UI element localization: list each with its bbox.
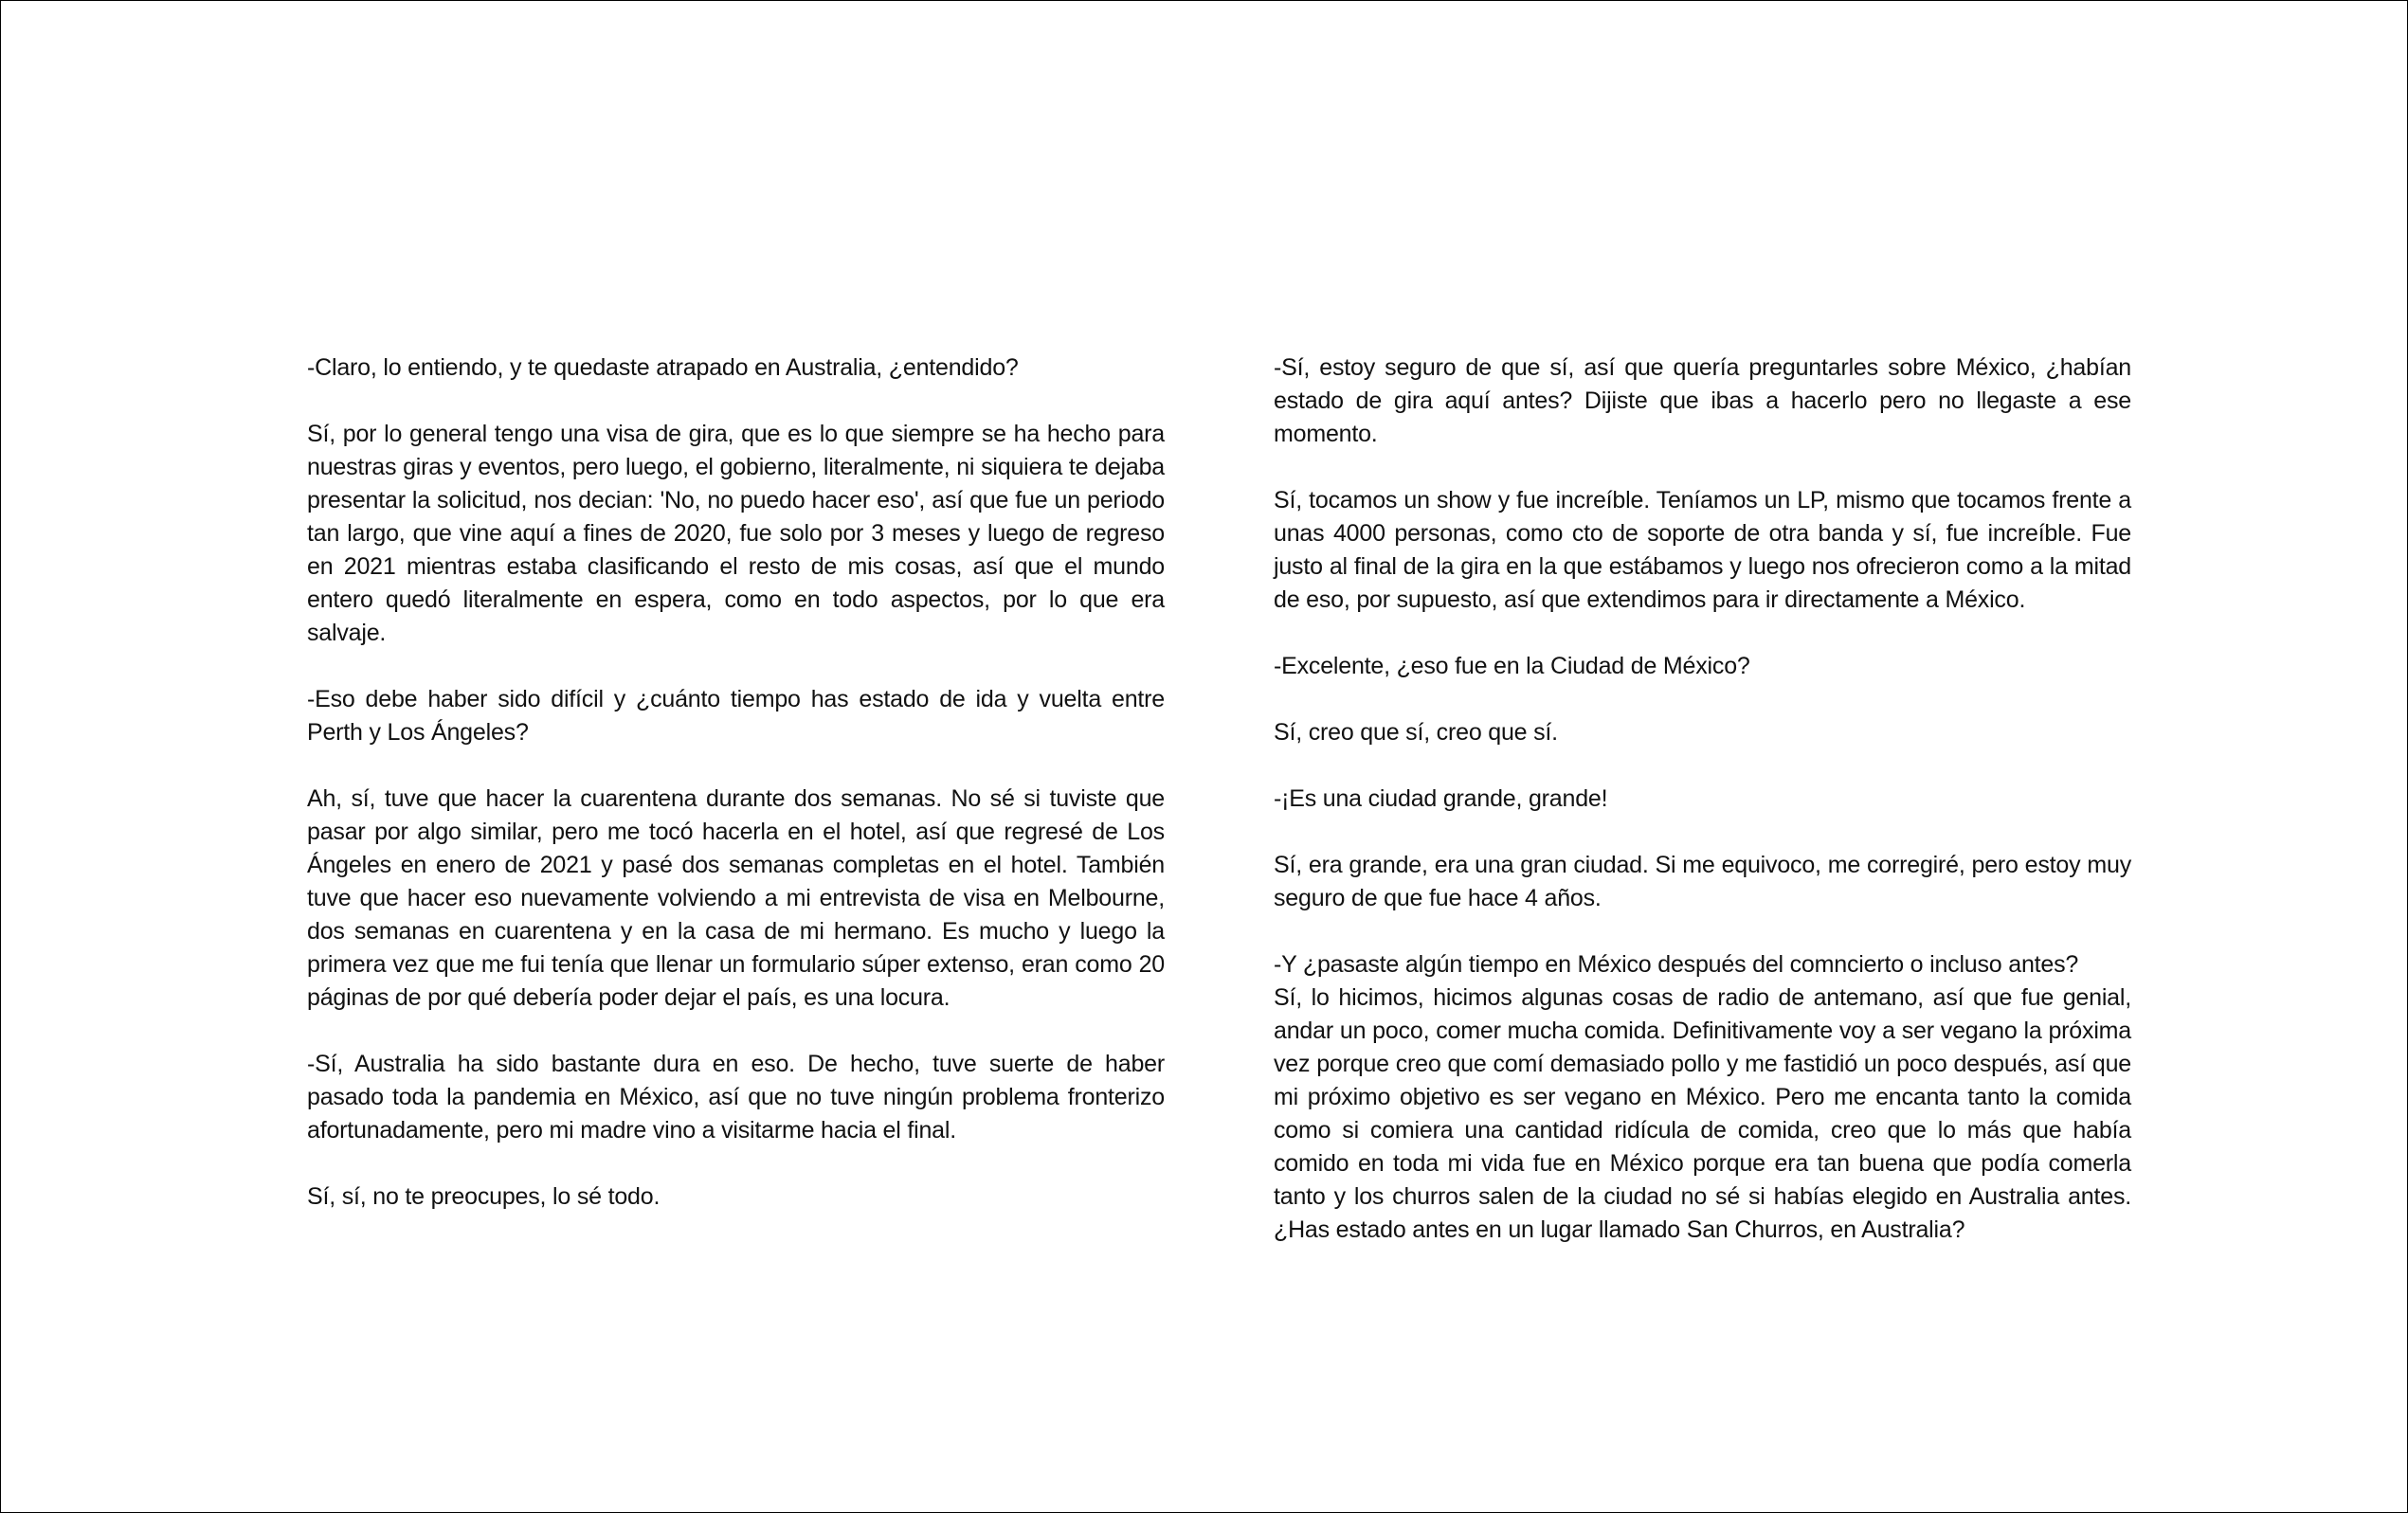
interview-answer: Sí, creo que sí, creo que sí. (1274, 719, 1558, 746)
interview-answer: Sí, por lo general tengo una visa de gira, que es lo que siempre se ha hecho para nuestras giras y eventos, pero luego, el gobierno, literalmente, ni siquiera te dejaba presentar la solicitud, nos decian: 'No, no puedo hacer eso', así que fue un periodo tan largo, que vine aquí a fines de 2020, fue solo por 3 meses y luego de regreso en 2021 mientras estaba clasificando el resto de mis cosas, así que el mundo entero quedó literalmente en espera, como en todo aspectos, por lo que era salvaje. (307, 421, 1165, 646)
left-text-column (307, 351, 1165, 1247)
interview-answer: Sí, sí, no te preocupes, lo sé todo. (307, 1183, 661, 1210)
interview-question: -Eso debe haber sido difícil y ¿cuánto tiempo has estado de ida y vuelta entre Perth y Los Ángeles? (307, 686, 1165, 746)
right-text-column (1274, 351, 2131, 1280)
interview-answer: Sí, lo hicimos, hicimos algunas cosas de radio de antemano, así que fue genial, andar un poco, comer mucha comida. Definitivamente voy a ser vegano la próxima vez porque creo que comí demasiado pollo y me fastidió un poco después, así que mi próximo objetivo es ser vegano en México. Pero me encanta tanto la comida como si comiera una cantidad ridícula de comida, creo que lo más que había comido en toda mi vida fue en México porque era tan buena que podía comerla tanto y los churros salen de la ciudad no sé si habías elegido en Australia antes. ¿Has estado antes en un lugar llamado San Churros, en Australia? (1274, 984, 2131, 1243)
interview-answer: Ah, sí, tuve que hacer la cuarentena durante dos semanas. No sé si tuviste que pasar por algo similar, pero me tocó hacerla en el hotel, así que regresé de Los Ángeles en enero de 2021 y pasé dos semanas completas en el hotel. También tuve que hacer eso nuevamente volviendo a mi entrevista de visa en Melbourne, dos semanas en cuarentena y en la casa de mi hermano. Es mucho y luego la primera vez que me fui tenía que llenar un formulario súper extenso, eran como 20 páginas de por qué debería poder dejar el país, es una locura. (307, 785, 1165, 1011)
interview-question: -Y ¿pasaste algún tiempo en México después del comncierto o incluso antes? (1274, 951, 2079, 978)
interview-answer: Sí, tocamos un show y fue increíble. Teníamos un LP, mismo que tocamos frente a unas 4000 personas, como cto de soporte de otra banda y sí, fue increíble. Fue justo al final de la gira en la que estábamos y luego nos ofrecieron como a la mitad de eso, por supuesto, así que extendimos para ir directamente a México. (1274, 487, 2131, 613)
interview-question: -Sí, estoy seguro de que sí, así que quería preguntarles sobre México, ¿habían estado de gira aquí antes? Dijiste que ibas a hacerlo pero no llegaste a ese momento. (1274, 354, 2131, 447)
interview-question: -¡Es una ciudad grande, grande! (1274, 785, 1608, 812)
interview-question: -Sí, Australia ha sido bastante dura en eso. De hecho, tuve suerte de haber pasado toda la pandemia en México, así que no tuve ningún problema fronterizo afortunadamente, pero mi madre vino a visitarme hacia el final. (307, 1051, 1165, 1144)
interview-answer: Sí, era grande, era una gran ciudad. Si me equivoco, me corregiré, pero estoy muy seguro de que fue hace 4 años. (1274, 852, 2131, 911)
interview-question: -Claro, lo entiendo, y te quedaste atrapado en Australia, ¿entendido? (307, 354, 1019, 381)
interview-question: -Excelente, ¿eso fue en la Ciudad de México? (1274, 653, 1750, 679)
